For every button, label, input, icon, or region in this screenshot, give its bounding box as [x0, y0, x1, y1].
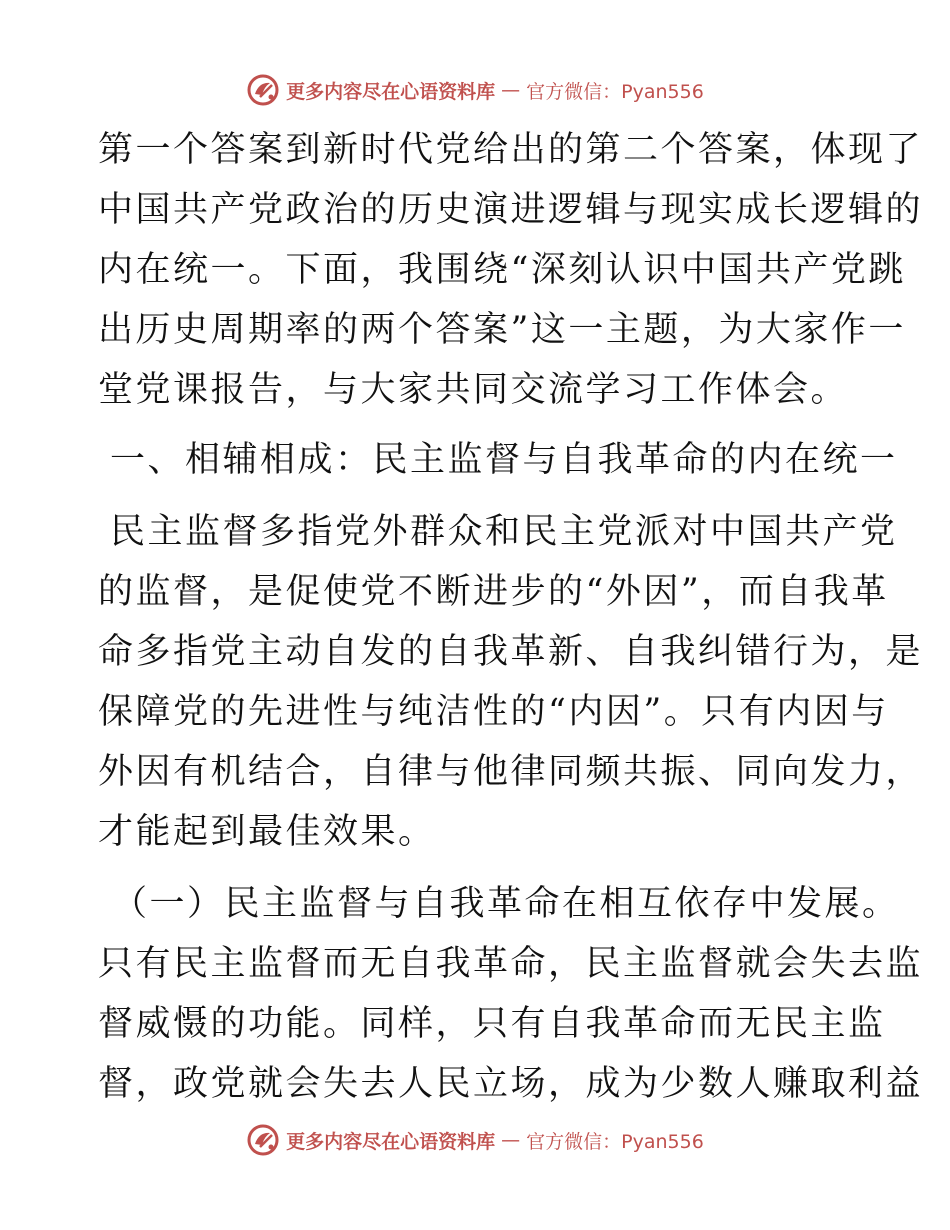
text-line: 督，政党就会失去人民立场，成为少数人赚取利益 — [98, 1064, 924, 1104]
logo-icon — [246, 1123, 280, 1157]
paragraph-2 — [98, 502, 924, 862]
banner-account: 官方微信：Pyan556 — [526, 80, 704, 103]
document-body — [98, 120, 924, 1114]
spacer — [98, 862, 858, 874]
text-line: 外因有机结合，自律与他律同频共振、同向发力， — [98, 752, 924, 792]
spacer — [98, 420, 858, 430]
banner-content — [246, 73, 704, 107]
text-line: 中国共产党政治的历史演进逻辑与现实成长逻辑的 — [98, 190, 924, 230]
paragraph-1 — [98, 120, 924, 420]
banner-separator: — — [501, 1129, 521, 1151]
text-line: 命多指党主动自发的自我革新、自我纠错行为，是 — [98, 632, 924, 672]
text-line: 出历史周期率的两个答案”这一主题，为大家作一 — [98, 310, 906, 350]
text-line: 内在统一。下面，我围绕“深刻认识中国共产党跳 — [98, 250, 906, 290]
text-line: 只有民主监督而无自我革命，民主监督就会失去监 — [98, 944, 924, 984]
text-line: 保障党的先进性与纯洁性的“内因”。只有内因与 — [98, 692, 889, 732]
spacer — [98, 490, 858, 502]
text-line: 民主监督多指党外群众和民主党派对中国共产党 — [110, 512, 898, 552]
footer-banner — [0, 1120, 950, 1160]
text-line: 督威慑的功能。同样，只有自我革命而无民主监 — [98, 1004, 886, 1044]
paragraph-3 — [98, 934, 924, 1114]
header-banner — [0, 70, 950, 110]
banner-title: 更多内容尽在心语资料库 — [286, 80, 496, 103]
subsection-heading: （一）民主监督与自我革命在相互依存中发展。 — [112, 884, 900, 924]
text-line: 的监督，是促使党不断进步的“外因”，而自我革 — [98, 572, 889, 612]
banner-title: 更多内容尽在心语资料库 — [286, 1130, 496, 1153]
section-heading: 一、相辅相成：民主监督与自我革命的内在统一 — [110, 440, 898, 480]
text-line: 才能起到最佳效果。 — [98, 812, 436, 852]
banner-content — [246, 1123, 704, 1157]
banner-account: 官方微信：Pyan556 — [526, 1130, 704, 1153]
banner-separator: — — [501, 79, 521, 101]
logo-icon — [246, 73, 280, 107]
text-line: 第一个答案到新时代党给出的第二个答案，体现了 — [98, 130, 924, 170]
text-line: 堂党课报告，与大家共同交流学习工作体会。 — [98, 370, 849, 410]
